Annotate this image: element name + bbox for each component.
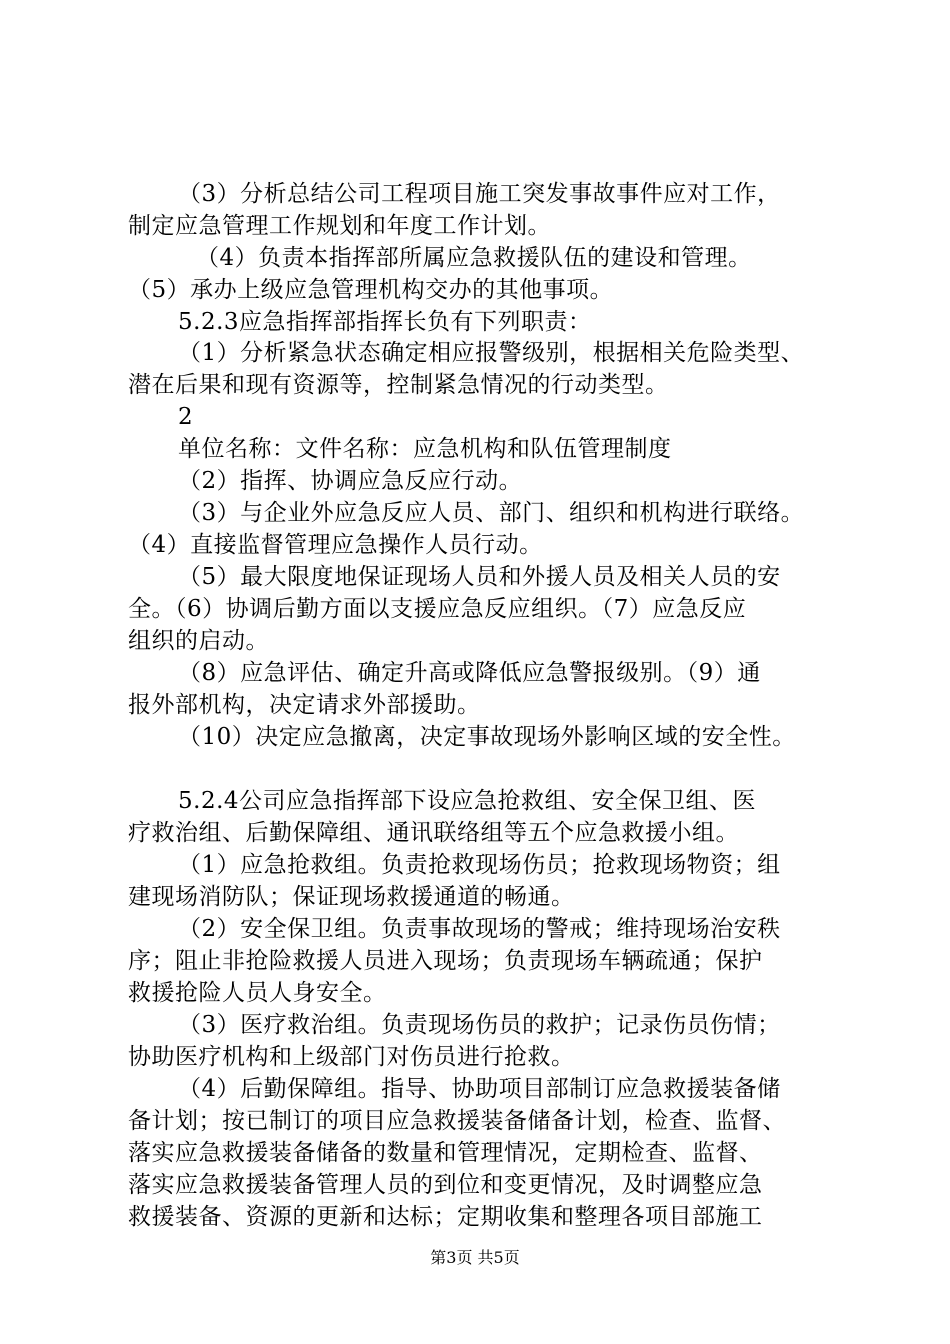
body-line: 组织的启动。 [128,628,269,654]
body-line: 协助医疗机构和上级部门对伤员进行抢救。 [128,1044,575,1070]
body-line: （1）应急抢救组。负责抢救现场伤员；抢救现场物资；组 [178,852,781,878]
body-line: （4）直接监督管理应急操作人员行动。 [128,532,543,558]
body-line: 5.2.4公司应急指挥部下设应急抢救组、安全保卫组、医 [178,788,757,814]
body-line: （5）最大限度地保证现场人员和外援人员及相关人员的安 [178,564,781,590]
body-line: 制定应急管理工作规划和年度工作计划。 [128,213,551,239]
body-line: （4）后勤保障组。指导、协助项目部制订应急救援装备储 [178,1076,781,1102]
body-line: 全。（6）协调后勤方面以支援应急反应组织。（7）应急反应 [128,596,747,622]
body-line: （2）指挥、协调应急反应行动。 [178,468,523,494]
body-line: 序；阻止非抢险救援人员进入现场；负责现场车辆疏通；保护 [128,948,763,974]
body-line: （8）应急评估、确定升高或降低应急警报级别。（9）通 [178,660,761,686]
body-line: 落实应急救援装备管理人员的到位和变更情况，及时调整应急 [128,1172,763,1198]
page-number-marker: 2 [178,404,194,430]
document-header-line: 单位名称：文件名称：应急机构和队伍管理制度 [178,436,672,462]
body-line: （3）与企业外应急反应人员、部门、组织和机构进行联络。 [178,500,805,526]
body-line: 救援装备、资源的更新和达标；定期收集和整理各项目部施工 [128,1204,763,1230]
body-line: 备计划；按已制订的项目应急救援装备储备计划，检查、监督、 [128,1108,786,1134]
body-line: （5）承办上级应急管理机构交办的其他事项。 [128,277,614,303]
body-line: 5.2.3应急指挥部指挥长负有下列职责： [178,309,592,335]
body-line: 建现场消防队；保证现场救援通道的畅通。 [128,884,575,910]
body-line: 潜在后果和现有资源等，控制紧急情况的行动类型。 [128,372,669,398]
body-line: （10）决定应急撤离，决定事故现场外影响区域的安全性。 [178,724,796,750]
body-line: （3）医疗救治组。负责现场伤员的救护；记录伤员伤情； [178,1012,781,1038]
body-line: （3）分析总结公司工程项目施工突发事故事件应对工作， [178,181,781,207]
body-line: 救援抢险人员人身安全。 [128,980,387,1006]
body-line: 疗救治组、后勤保障组、通讯联络组等五个应急救援小组。 [128,820,739,846]
body-line: （2）安全保卫组。负责事故现场的警戒；维持现场治安秩 [178,916,781,942]
body-line: （4）负责本指挥部所属应急救援队伍的建设和管理。 [196,245,752,271]
body-line: 报外部机构，决定请求外部援助。 [128,692,481,718]
body-line: （1）分析紧急状态确定相应报警级别，根据相关危险类型、 [178,340,805,366]
page-footer: 第3页 共5页 [430,1248,520,1267]
body-line: 落实应急救援装备储备的数量和管理情况，定期检查、监督、 [128,1140,763,1166]
